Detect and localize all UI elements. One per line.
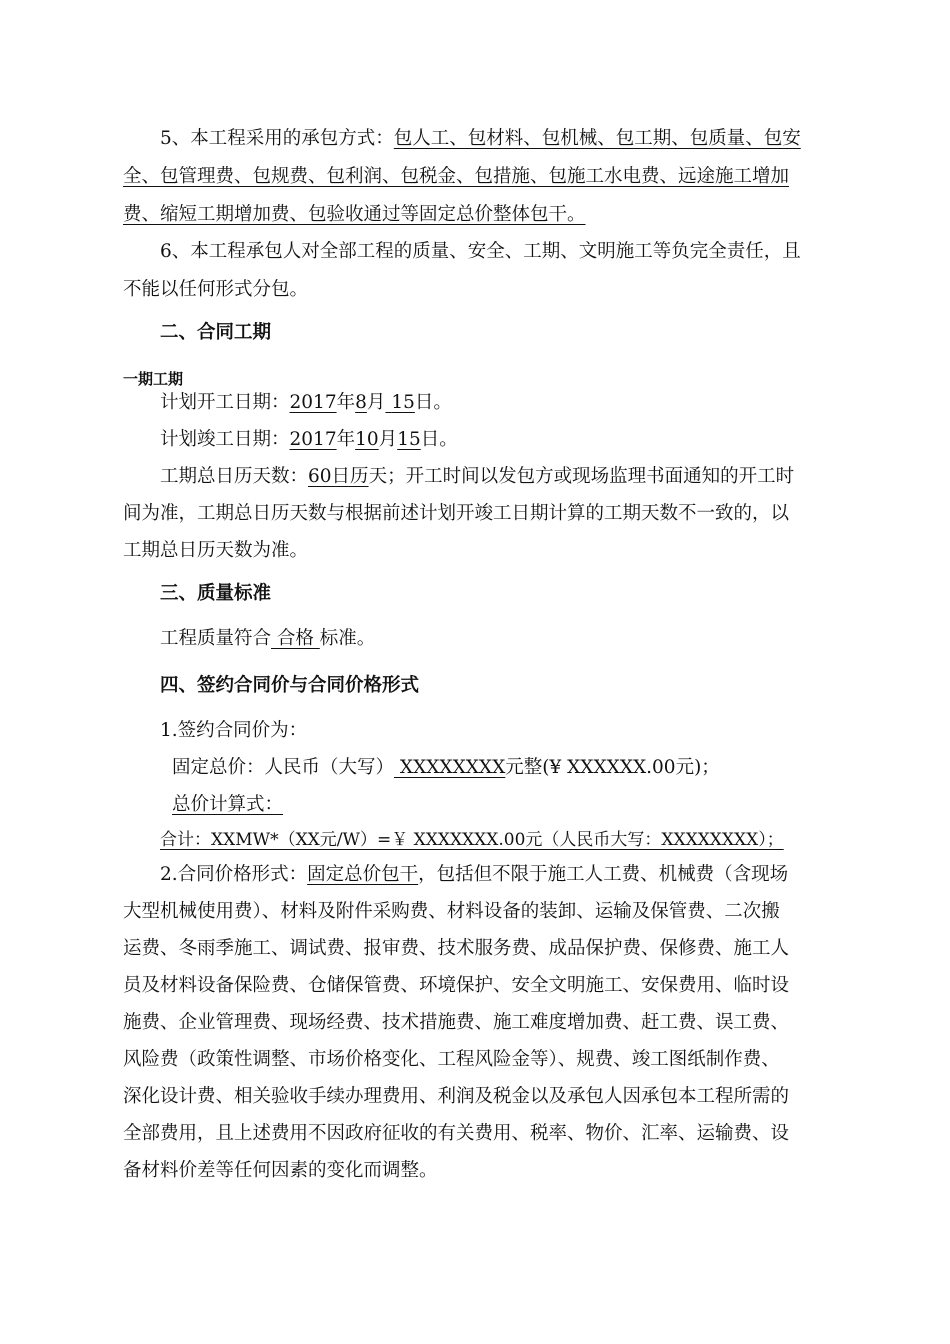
fixed-post: 元整(¥ XXXXXX.00元)； [505, 757, 720, 778]
item2-line: 风险费（政策性调整、市场价格变化、工程风险金等）、规费、竣工图纸制作费、 [123, 1049, 780, 1070]
quality-post: 标准。 [319, 628, 376, 649]
clause6-line1: 6、本工程承包人对全部工程的质量、安全、工期、文明施工等负完全责任，且 [160, 241, 801, 262]
item2-value: 固定总价包干 [307, 864, 419, 885]
formula-label-text: 总价计算式： [172, 794, 284, 815]
quality-pre: 工程质量符合 [160, 628, 272, 649]
quality-value: 合格 [271, 628, 320, 649]
formula-label [172, 794, 283, 816]
quality-standard [160, 628, 375, 650]
item2-line: 施费、企业管理费、现场经费、技术措施费、施工难度增加费、赶工费、误工费、 [123, 1012, 790, 1033]
month-char: 月 [378, 429, 398, 450]
day-end: 日。 [414, 392, 452, 413]
clause5-line1 [160, 128, 801, 150]
section4-heading: 四、签约合同价与合同价格形式 [160, 675, 420, 696]
item2-rest: ，包括但不限于施工人工费、机械费（含现场 [418, 864, 789, 885]
start-day [385, 392, 414, 413]
fixed-total-price [172, 757, 720, 779]
item2-line: 运费、冬雨季施工、调试费、报审费、技术服务费、成品保护费、保修费、施工人 [123, 938, 790, 959]
finish-label: 计划竣工日期： [160, 429, 290, 450]
duration-line2: 间为准，工期总日历天数与根据前述计划开竣工日期计算的工期天数不一致的，以 [123, 503, 790, 524]
planned-finish-date [160, 429, 458, 451]
clause5-line2 [123, 166, 789, 188]
start-year: 2017 [289, 392, 337, 413]
contract-method-text: 包人工、包材料、包机械、包工期、包质量、包安 [393, 128, 801, 149]
fixed-label: 固定总价：人民币（大写） [172, 757, 395, 778]
clause5-line3 [123, 204, 586, 226]
item2-line: 深化设计费、相关验收手续办理费用、利润及税金以及承包人因承包本工程所需的 [123, 1086, 790, 1107]
year-char: 年 [336, 392, 356, 413]
duration-line3: 工期总日历天数为准。 [123, 540, 309, 561]
start-label: 计划开工日期： [160, 392, 290, 413]
total-formula-text: 合计：XXMW*（XX元/W）=￥ XXXXXXX.00元（人民币大写：XXXXXXXX）； [160, 830, 784, 850]
fixed-value: XXXXXXXX [394, 757, 506, 778]
section3-heading: 三、质量标准 [160, 583, 272, 604]
month-char: 月 [366, 392, 386, 413]
item1-contract-price: 1.签约合同价为： [160, 720, 308, 741]
finish-day: 15 [397, 429, 421, 450]
duration-rest: 天；开工时间以发包方或现场监理书面通知的开工时 [368, 466, 795, 487]
item2-line1 [160, 864, 788, 886]
contract-method-text: 全、包管理费、包规费、包利润、包税金、包措施、包施工水电费、远途施工增加 [123, 166, 790, 187]
day-end: 日。 [420, 429, 458, 450]
item2-line: 全部费用，且上述费用不因政府征收的有关费用、税率、物价、汇率、运输费、设 [123, 1123, 790, 1144]
item2-pre: 2.合同价格形式： [160, 864, 308, 885]
clause5-prefix: 5、本工程采用的承包方式： [160, 128, 394, 149]
contract-method-text: 费、缩短工期增加费、包验收通过等固定总价整体包干。 [123, 204, 586, 225]
section2-heading: 二、合同工期 [160, 322, 272, 343]
duration-line1 [160, 466, 794, 488]
year-char: 年 [336, 429, 356, 450]
section2-subheading: 一期工期 [123, 370, 184, 388]
item2-line: 员及材料设备保险费、仓储保管费、环境保护、安全文明施工、安保费用、临时设 [123, 975, 790, 996]
finish-year: 2017 [289, 429, 337, 450]
duration-label: 工期总日历天数： [160, 466, 309, 487]
finish-month: 10 [355, 429, 379, 450]
start-month: 8 [355, 392, 367, 413]
item2-line: 大型机械使用费）、材料及附件采购费、材料设备的装卸、运输及保管费、二次搬 [123, 901, 780, 922]
duration-value: 60日历 [308, 466, 369, 487]
total-formula [160, 829, 784, 851]
planned-start-date [160, 392, 452, 414]
item2-line: 备材料价差等任何因素的变化而调整。 [123, 1160, 438, 1181]
start-day-value: 15 [391, 392, 415, 413]
clause6-line2: 不能以任何形式分包。 [123, 279, 309, 300]
